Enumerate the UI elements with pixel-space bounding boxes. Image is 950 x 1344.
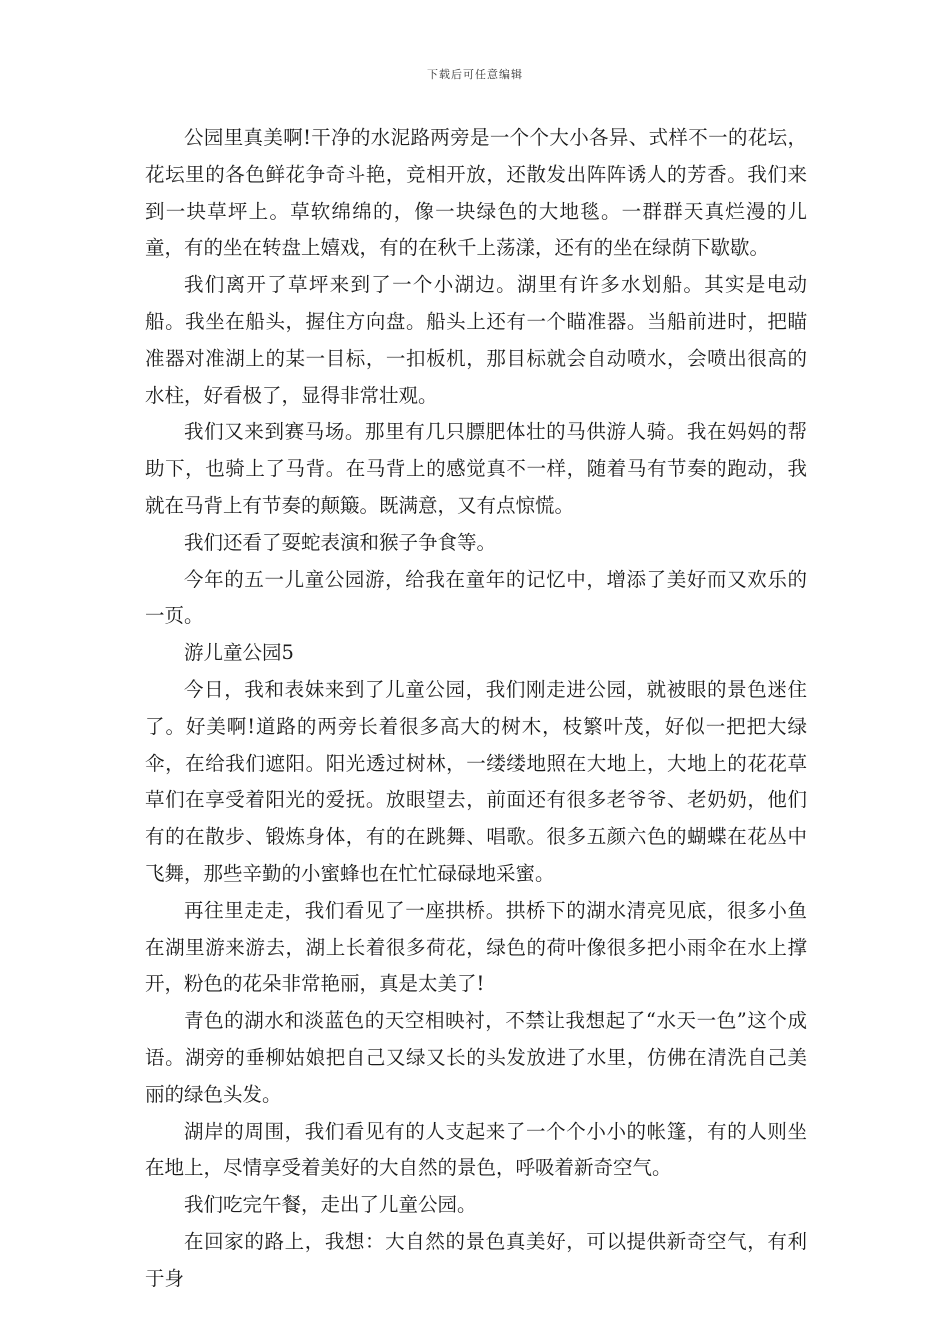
paragraph-10: 我们吃完午餐，走出了儿童公园。 <box>184 1193 477 1217</box>
section-title: 游儿童公园5 <box>184 641 294 665</box>
paragraph-7: 再往里走走，我们看见了一座拱桥。拱桥下的湖水清亮见底，很多小鱼在湖里游来游去，湖上长着很多荷花，绿色的荷叶像很多把小雨伞在水上撑开，粉色的花朵非常艳丽，真是太美了! <box>145 898 807 996</box>
paragraph-4: 我们还看了耍蛇表演和猴子争食等。 <box>184 530 497 554</box>
paragraph-9: 湖岸的周围，我们看见有的人支起来了一个个小小的帐篷，有的人则坐在地上，尽情享受着美好的大自然的景色，呼吸着新奇空气。 <box>145 1119 807 1180</box>
header-note: 下载后可任意编辑 <box>427 68 523 81</box>
paragraph-2: 我们离开了草坪来到了一个小湖边。湖里有许多水划船。其实是电动船。我坐在船头，握住方向盘。船头上还有一个瞄准器。当船前进时，把瞄准器对准湖上的某一目标，一扣板机，那目标就会自动喷水，会喷出很高的水柱，好看极了，显得非常壮观。 <box>145 273 807 407</box>
paragraph-8: 青色的湖水和淡蓝色的天空相映衬，不禁让我想起了“水天一色”这个成语。湖旁的垂柳姑娘把自己又绿又长的头发放进了水里，仿佛在清洗自己美丽的绿色头发。 <box>145 1009 807 1106</box>
paragraph-6: 今日，我和表妹来到了儿童公园，我们刚走进公园，就被眼的景色迷住了。好美啊!道路的两旁长着很多高大的树木，枝繁叶茂，好似一把把大绿伞，在给我们遮阳。阳光透过树林，一缕缕地照在大地上，大地上的花花草草们在享受着阳光的爱抚。放眼望去，前面还有很多老爷爷、老奶奶，他们有的在散步、锻炼身体，有的在跳舞、唱歌。很多五颜六色的蝴蝶在花丛中飞舞，那些辛勤的小蜜蜂也在忙忙碌碌地采蜜。 <box>145 677 807 885</box>
paragraph-3: 我们又来到赛马场。那里有几只膘肥体壮的马供游人骑。我在妈妈的帮助下，也骑上了马背。在马背上的感觉真不一样，随着马有节奏的跑动，我就在马背上有节奏的颠簸。既满意，又有点惊慌。 <box>145 420 807 517</box>
paragraph-11: 在回家的路上，我想：大自然的景色真美好，可以提供新奇空气，有利于身 <box>145 1229 807 1290</box>
paragraph-5: 今年的五一儿童公园游，给我在童年的记忆中，增添了美好而又欢乐的一页。 <box>145 567 807 628</box>
paragraph-1: 公园里真美啊!干净的水泥路两旁是一个个大小各异、式样不一的花坛，花坛里的各色鲜花争奇斗艳，竞相开放，还散发出阵阵诱人的芳香。我们来到一块草坪上。草软绵绵的，像一块绿色的大地毯。一群群天真烂漫的儿童，有的坐在转盘上嬉戏，有的在秋千上荡漾，还有的坐在绿荫下歇歇。 <box>145 126 807 260</box>
document-body <box>145 120 807 1298</box>
